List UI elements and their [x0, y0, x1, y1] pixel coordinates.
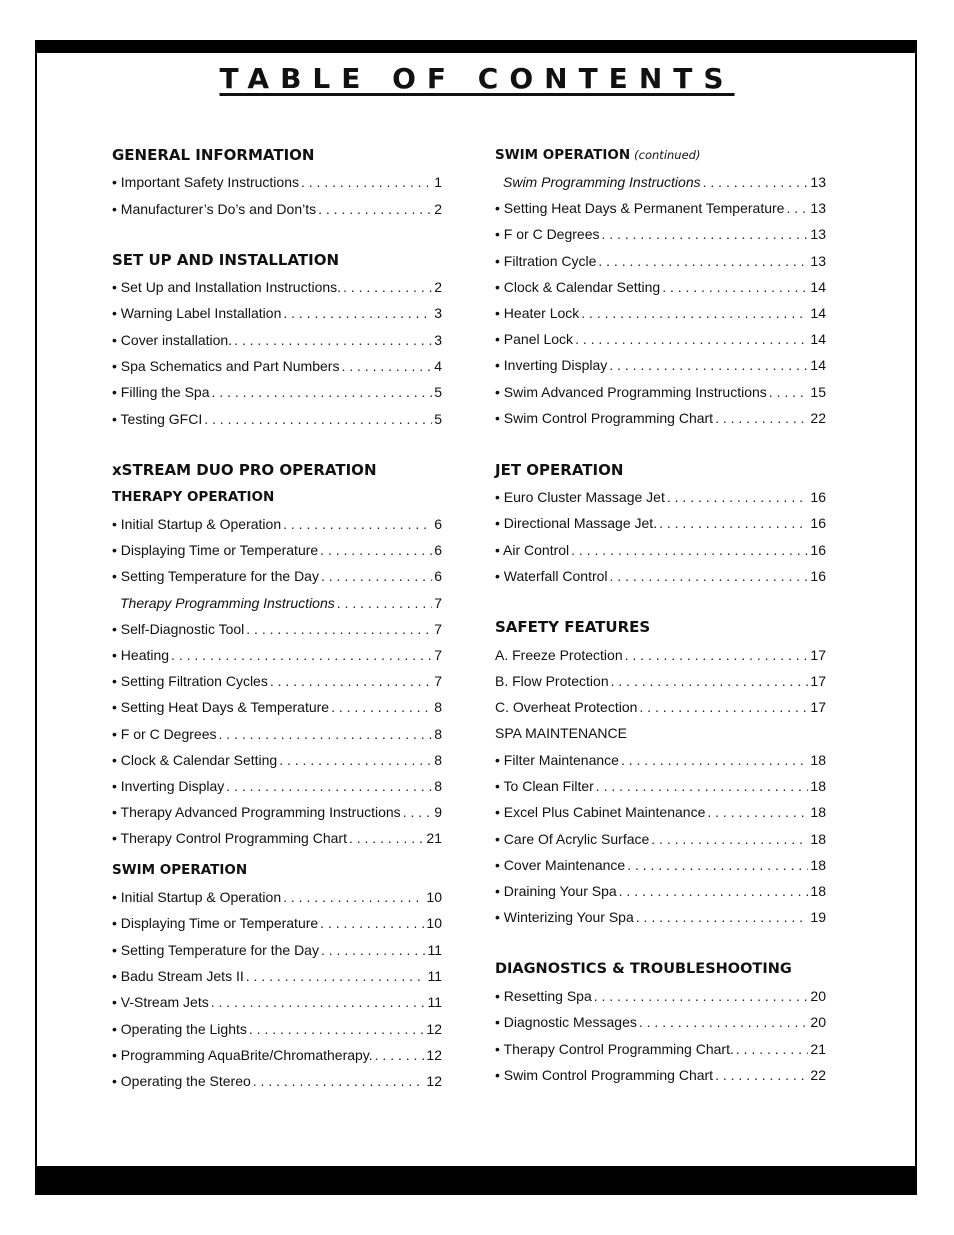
dot-leader	[234, 331, 432, 349]
toc-entry-label: • F or C Degrees	[112, 725, 217, 742]
toc-entry-label: • Swim Control Programming Chart	[495, 409, 714, 426]
toc-entry-page-number: 8	[434, 778, 442, 794]
toc-entry-label: • Directional Massage Jet.	[495, 515, 658, 532]
toc-entry-page-number: 16	[810, 515, 826, 532]
toc-entry-label: • Displaying Time or Temperature	[112, 915, 319, 932]
toc-entry-label: • Care Of Acrylic Surface	[495, 830, 650, 847]
toc-entry-page-number: 20	[810, 1014, 826, 1031]
toc-entry	[495, 908, 826, 926]
toc-entry	[112, 672, 442, 690]
toc-entry-page-number: 12	[426, 1020, 442, 1037]
toc-entry	[112, 967, 442, 985]
toc-entry	[112, 941, 442, 959]
toc-entry-label: • Initial Startup & Operation	[112, 889, 282, 905]
toc-entry	[495, 199, 826, 217]
toc-entry	[495, 278, 826, 296]
toc-entry-page-number: 6	[434, 568, 442, 585]
dot-leader	[249, 1020, 425, 1038]
toc-entry-label: • Warning Label Installation	[112, 305, 282, 322]
dot-leader	[320, 914, 424, 932]
toc-entry	[112, 829, 442, 847]
toc-entry-label: • Filling the Spa	[112, 384, 210, 401]
toc-entry-page-number: 18	[810, 856, 826, 873]
toc-entry-page-number: 19	[810, 909, 826, 926]
dot-leader	[627, 856, 808, 874]
toc-entry-label: • Air Control	[495, 541, 570, 558]
toc-entry-page-number: 21	[810, 1040, 826, 1057]
toc-entry-label: • Important Safety Instructions	[112, 174, 299, 190]
toc-entry-page-number: 2	[434, 279, 442, 295]
toc-entry-label: • Heating	[112, 647, 170, 663]
toc-entry-label: • Self-Diagnostic Tool	[112, 620, 245, 637]
dot-leader	[246, 620, 432, 638]
toc-entry	[112, 1046, 442, 1064]
toc-entry-label: C. Overheat Protection	[495, 699, 638, 715]
dot-leader	[571, 541, 808, 559]
dot-leader	[337, 594, 432, 612]
toc-entry-page-number: 17	[810, 699, 826, 715]
toc-entry-page-number: 13	[810, 226, 826, 243]
toc-entry-label: B. Flow Protection	[495, 673, 609, 689]
toc-entry-label: • Panel Lock	[495, 331, 574, 348]
toc-entry-label: • Programming AquaBrite/Chromatherapy.	[112, 1046, 373, 1063]
section-heading-general: GENERAL INFORMATION	[112, 146, 315, 164]
dot-leader	[341, 357, 432, 375]
toc-entry-label: • Filter Maintenance	[495, 752, 619, 768]
toc-entry-page-number: 5	[434, 410, 442, 427]
dot-leader	[211, 993, 426, 1011]
toc-entry	[495, 777, 826, 795]
toc-entry	[495, 225, 826, 243]
toc-entry	[495, 252, 826, 270]
toc-entry-page-number: 2	[434, 200, 442, 217]
subheading-swim-continued: SWIM OPERATION (continued)	[495, 147, 701, 163]
toc-entry	[112, 751, 442, 769]
toc-entry-label: • Euro Cluster Massage Jet	[495, 489, 665, 505]
toc-entry-page-number: 16	[810, 541, 826, 558]
toc-entry-page-number: 6	[434, 516, 442, 532]
toc-entry-page-number: 14	[810, 331, 826, 348]
toc-entry	[495, 541, 826, 559]
dot-leader	[321, 567, 432, 585]
toc-entry-page-number: 5	[434, 384, 442, 401]
subheading-therapy: THERAPY OPERATION	[112, 489, 275, 505]
toc-entry-label: • F or C Degrees	[495, 226, 600, 243]
toc-entry	[495, 698, 826, 716]
dot-leader	[598, 252, 808, 270]
toc-entry-page-number: 12	[426, 1073, 442, 1090]
toc-entry-label: A. Freeze Protection	[495, 647, 623, 663]
toc-entry-label: • Inverting Display	[112, 778, 225, 794]
toc-entry-page-number: 7	[434, 620, 442, 637]
toc-entry	[495, 356, 826, 374]
dot-leader	[318, 200, 432, 218]
toc-entry-label: • Waterfall Control	[495, 567, 608, 584]
toc-entry	[112, 331, 442, 349]
dot-leader	[636, 908, 809, 926]
toc-entry-page-number: 11	[427, 994, 442, 1011]
toc-entry	[495, 567, 826, 585]
dot-leader	[596, 777, 809, 795]
dot-leader	[204, 410, 432, 428]
toc-entry-page-number: 13	[810, 174, 826, 190]
dot-leader	[575, 330, 808, 348]
toc-entry-page-number: 11	[427, 967, 442, 984]
dot-leader	[611, 672, 809, 690]
toc-entry	[112, 646, 442, 664]
dot-leader	[331, 698, 432, 716]
dot-leader	[283, 304, 432, 322]
toc-entry-label: • Setting Heat Days & Permanent Temperature	[495, 200, 785, 217]
dot-leader	[320, 541, 432, 559]
toc-entry-page-number: 8	[434, 725, 442, 742]
toc-entry	[495, 987, 826, 1005]
toc-entry	[495, 882, 826, 900]
dot-leader	[769, 383, 809, 401]
toc-entry	[495, 1066, 826, 1084]
dot-leader	[786, 199, 808, 217]
toc-entry-label: • Draining Your Spa	[495, 883, 617, 899]
section-heading-xstream: xSTREAM DUO PRO OPERATION	[112, 461, 377, 479]
toc-entry-page-number: 16	[810, 567, 826, 584]
toc-entry-page-number: 8	[434, 699, 442, 716]
dot-leader	[581, 304, 808, 322]
toc-entry	[495, 1040, 826, 1058]
toc-entry-label: • Setting Temperature for the Day	[112, 568, 319, 585]
toc-entry-page-number: 17	[810, 647, 826, 663]
toc-entry	[112, 698, 442, 716]
toc-entry	[112, 383, 442, 401]
toc-entry-page-number: 16	[810, 489, 826, 505]
toc-entry-label: • Excel Plus Cabinet Maintenance	[495, 804, 706, 821]
toc-entry-page-number: 17	[810, 673, 826, 689]
toc-entry	[495, 330, 826, 348]
dot-leader	[212, 383, 433, 401]
page-title: TABLE OF CONTENTS	[219, 62, 735, 95]
toc-entry-label: • Setting Filtration Cycles	[112, 673, 268, 690]
dot-leader	[226, 777, 432, 795]
toc-entry-label: • Operating the Lights	[112, 1020, 247, 1037]
toc-entry	[112, 410, 442, 428]
section-heading-jet: JET OPERATION	[495, 461, 624, 479]
toc-entry-label: • Inverting Display	[495, 357, 608, 374]
dot-leader	[736, 1040, 809, 1058]
toc-entry	[495, 646, 826, 664]
toc-entry	[112, 594, 442, 612]
toc-entry-page-number: 7	[434, 673, 442, 690]
toc-entry-page-number: 14	[810, 305, 826, 321]
dot-leader	[667, 488, 809, 506]
toc-entry	[112, 777, 442, 795]
toc-entry	[112, 725, 442, 743]
toc-entry-label: • Setting Temperature for the Day	[112, 941, 319, 958]
toc-entry	[495, 409, 826, 427]
toc-entry	[495, 1013, 826, 1031]
toc-entry-page-number: 18	[810, 804, 826, 821]
toc-entry-page-number: 20	[810, 988, 826, 1004]
dot-leader	[343, 278, 432, 296]
toc-entry-label: • Clock & Calendar Setting	[112, 751, 278, 768]
dot-leader	[610, 567, 809, 585]
dot-leader	[403, 803, 433, 821]
dot-leader	[621, 751, 808, 769]
toc-entry-label: • V-Stream Jets	[112, 994, 209, 1011]
toc-entry	[112, 993, 442, 1011]
toc-entry	[495, 173, 826, 191]
toc-entry	[112, 803, 442, 821]
toc-entry-label: • Testing GFCI	[112, 410, 203, 427]
dot-leader	[283, 515, 432, 533]
toc-entry-label: • Spa Schematics and Part Numbers	[112, 357, 340, 374]
toc-entry	[495, 830, 826, 848]
dot-leader	[639, 1013, 809, 1031]
toc-entry-label: • Set Up and Installation Instructions.	[112, 279, 342, 295]
toc-entry	[112, 1072, 442, 1090]
toc-entry	[112, 1020, 442, 1038]
toc-entry-page-number: 21	[426, 830, 442, 847]
toc-entry-label: • Cover Maintenance	[495, 856, 626, 873]
dot-leader	[609, 356, 808, 374]
dot-leader	[639, 698, 808, 716]
toc-entry-page-number: 18	[810, 778, 826, 795]
dot-leader	[171, 646, 432, 664]
toc-entry-page-number: 18	[810, 830, 826, 847]
toc-entry-label: Therapy Programming Instructions	[120, 594, 335, 611]
toc-entry-label: • Badu Stream Jets II	[112, 967, 244, 984]
toc-entry	[495, 383, 826, 401]
bottom-border-bar	[35, 1166, 917, 1195]
toc-entry-page-number: 13	[810, 200, 826, 217]
toc-entry-page-number: 8	[434, 751, 442, 768]
toc-entry	[112, 200, 442, 218]
toc-entry-page-number: 7	[434, 647, 442, 663]
toc-entry-page-number: 12	[426, 1046, 442, 1063]
toc-entry	[112, 357, 442, 375]
toc-entry-page-number: 13	[810, 252, 826, 269]
toc-entry-page-number: 18	[810, 883, 826, 899]
dot-leader	[715, 409, 808, 427]
dot-leader	[703, 173, 809, 191]
dot-leader	[246, 967, 426, 985]
toc-entry	[112, 541, 442, 559]
toc-entry	[112, 515, 442, 533]
toc-entry	[495, 488, 826, 506]
toc-entry-label: • Cover installation.	[112, 331, 233, 348]
dot-leader	[279, 751, 432, 769]
toc-entry	[112, 914, 442, 932]
toc-entry-label: • Diagnostic Messages	[495, 1014, 637, 1031]
toc-entry-label: • Resetting Spa	[495, 988, 592, 1004]
toc-entry	[112, 278, 442, 296]
toc-entry-page-number: 14	[810, 357, 826, 374]
toc-entry-page-number: 22	[810, 409, 826, 426]
toc-entry-page-number: 9	[434, 804, 442, 821]
toc-entry-label: • Operating the Stereo	[112, 1073, 251, 1090]
toc-entry	[495, 304, 826, 322]
dot-leader	[651, 830, 808, 848]
toc-entry-label: • Filtration Cycle	[495, 252, 597, 269]
dot-leader	[301, 173, 432, 191]
dot-leader	[619, 882, 809, 900]
toc-entry-page-number: 3	[434, 331, 442, 348]
toc-entry-page-number: 4	[434, 357, 442, 374]
toc-entry	[112, 173, 442, 191]
toc-entry	[495, 514, 826, 532]
dot-leader	[662, 278, 808, 296]
section-heading-setup: SET UP AND INSTALLATION	[112, 251, 340, 269]
toc-entry-page-number: 14	[810, 278, 826, 295]
toc-entry-label: • Clock & Calendar Setting	[495, 278, 661, 295]
toc-entry	[495, 751, 826, 769]
dot-leader	[659, 514, 808, 532]
toc-entry-page-number: 7	[434, 594, 442, 611]
dot-leader	[602, 225, 809, 243]
dot-leader	[253, 1072, 425, 1090]
toc-entry-page-number: 1	[434, 174, 442, 190]
dot-leader	[270, 672, 432, 690]
toc-entry-label: • Initial Startup & Operation	[112, 516, 282, 532]
toc-entry-label: • Heater Lock	[495, 305, 580, 321]
dot-leader	[349, 829, 424, 847]
dot-leader	[219, 725, 433, 743]
dot-leader	[594, 987, 809, 1005]
subheading-swim: SWIM OPERATION	[112, 862, 248, 878]
subheading-spa-maintenance: SPA MAINTENANCE	[495, 725, 627, 741]
toc-entry-page-number: 15	[810, 383, 826, 400]
section-heading-safety: SAFETY FEATURES	[495, 618, 651, 636]
toc-entry-page-number: 3	[434, 305, 442, 322]
section-heading-diagnostics: DIAGNOSTICS & TROUBLESHOOTING	[495, 961, 792, 977]
toc-entry-label: • Therapy Control Programming Chart.	[495, 1040, 734, 1057]
toc-entry	[112, 620, 442, 638]
dot-leader	[321, 941, 425, 959]
continued-note: (continued)	[634, 148, 701, 162]
toc-entry-label: • Setting Heat Days & Temperature	[112, 699, 330, 716]
toc-entry	[112, 888, 442, 906]
toc-entry-label: • Swim Control Programming Chart	[495, 1066, 714, 1083]
dot-leader	[283, 888, 424, 906]
toc-entry-page-number: 6	[434, 542, 442, 559]
toc-entry	[495, 803, 826, 821]
toc-entry-label: • Manufacturer’s Do’s and Don’ts	[112, 200, 317, 217]
toc-entry-page-number: 10	[426, 915, 442, 932]
dot-leader	[707, 803, 808, 821]
toc-entry-page-number: 11	[427, 941, 442, 958]
dot-leader	[715, 1066, 808, 1084]
dot-leader	[375, 1046, 425, 1064]
toc-entry-page-number: 10	[426, 889, 442, 905]
toc-entry	[495, 856, 826, 874]
toc-entry	[112, 567, 442, 585]
toc-entry-page-number: 18	[810, 752, 826, 768]
toc-entry	[112, 304, 442, 322]
toc-entry-page-number: 22	[810, 1066, 826, 1083]
toc-entry-label: Swim Programming Instructions	[503, 174, 701, 190]
toc-entry-label: • Therapy Advanced Programming Instructions	[112, 804, 401, 821]
toc-entry-label: • Winterizing Your Spa	[495, 909, 634, 926]
dot-leader	[625, 646, 809, 664]
toc-entry-label: • Displaying Time or Temperature	[112, 542, 319, 559]
toc-entry-label: • Therapy Control Programming Chart	[112, 830, 347, 847]
toc-entry-label: • To Clean Filter	[495, 778, 594, 795]
toc-entry	[495, 672, 826, 690]
toc-entry-label: • Swim Advanced Programming Instructions	[495, 383, 767, 400]
